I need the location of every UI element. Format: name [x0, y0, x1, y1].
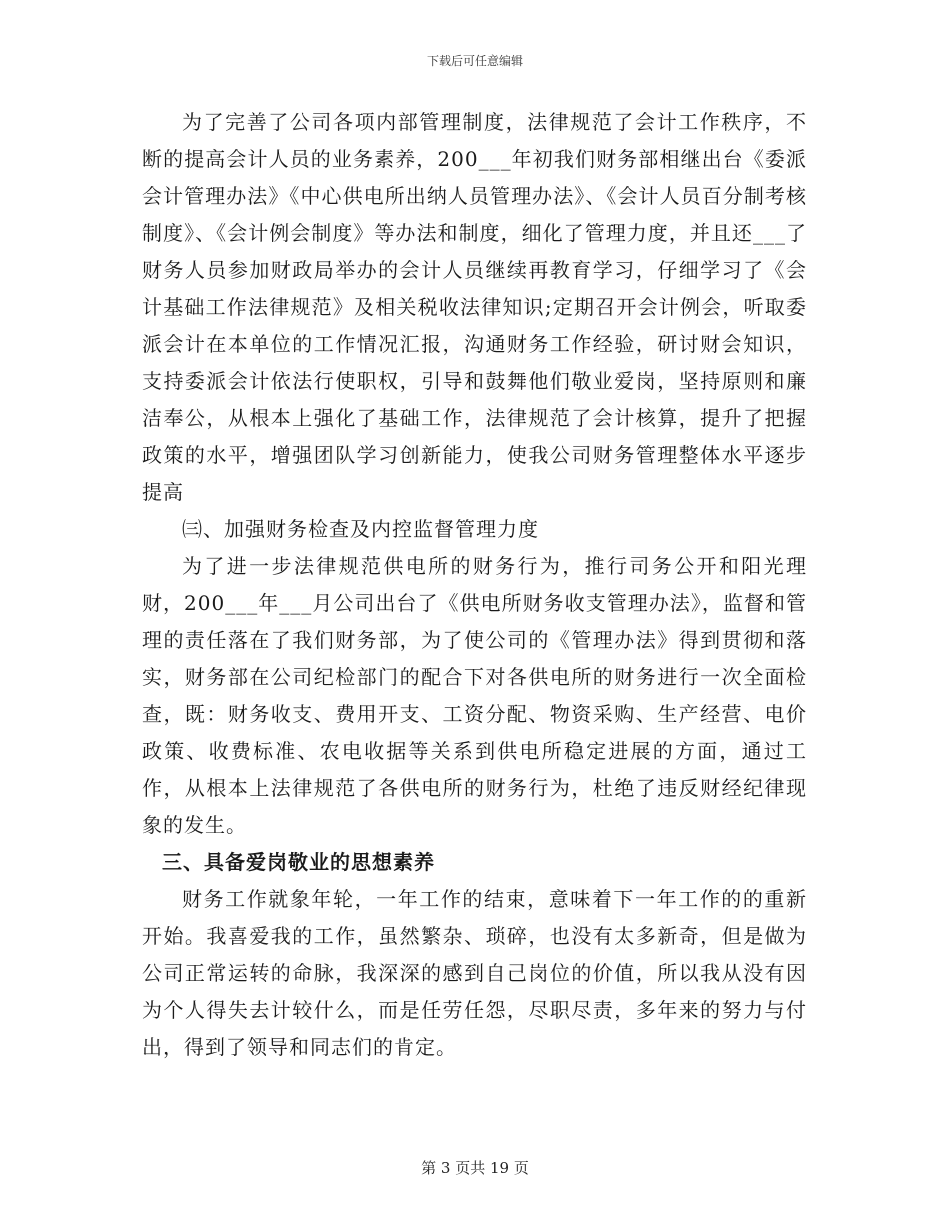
page-number: 第 3 页共 19 页 [421, 1159, 529, 1177]
paragraph-financial-inspection: 为了进一步法律规范供电所的财务行为，推行司务公开和阳光理财，200___年___月公司出台了《供电所财务收支管理办法》，监督和管理的责任落在了我们财务部，为了使公司的《管理办法》得到贯彻和落实，财务部在公司纪检部门的配合下对各供电所的财务进行一次全面检查，既：财务收支、费用开支、工资分配、物资采购、生产经营、电价政策、收费标准、农电收据等关系到供电所稳定进展的方面，通过工作，从根本上法律规范了各供电所的财务行为，杜绝了违反财经纪律现象的发生。 [142, 554, 807, 837]
subheading-financial-inspection: ㈢、加强财务检查及内控监督管理力度 [182, 517, 539, 541]
page-header: 下载后可任意编辑 [426, 54, 523, 68]
section-heading-dedication: 三、具备爱岗敬业的思想素养 [162, 850, 435, 874]
paragraph-dedication: 财务工作就象年轮，一年工作的结束，意味着下一年工作的的重新开始。我喜爱我的工作，虽然繁杂、琐碎，也没有太多新奇，但是做为公司正常运转的命脉，我深深的感到自己岗位的价值，所以我从没有因为个人得失去计较什么，而是任劳任怨，尽职尽责，多年来的努力与付出，得到了领导和同志们的肯定。 [142, 887, 807, 1059]
document-body [142, 104, 807, 1066]
paragraph-management-system: 为了完善了公司各项内部管理制度，法律规范了会计工作秩序，不断的提高会计人员的业务素养，200___年初我们财务部相继出台《委派会计管理办法》《中心供电所出纳人员管理办法》、《会计人员百分制考核制度》、《会计例会制度》等办法和制度，细化了管理力度，并且还___了财务人员参加财政局举办的会计人员继续再教育学习，仔细学习了《会计基础工作法律规范》及相关税收法律知识;定期召开会计例会，听取委派会计在本单位的工作情况汇报，沟通财务工作经验，研讨财会知识，支持委派会计依法行使职权，引导和鼓舞他们敬业爱岗，坚持原则和廉洁奉公，从根本上强化了基础工作，法律规范了会计核算，提升了把握政策的水平，增强团队学习创新能力，使我公司财务管理整体水平逐步提高 [142, 110, 807, 504]
